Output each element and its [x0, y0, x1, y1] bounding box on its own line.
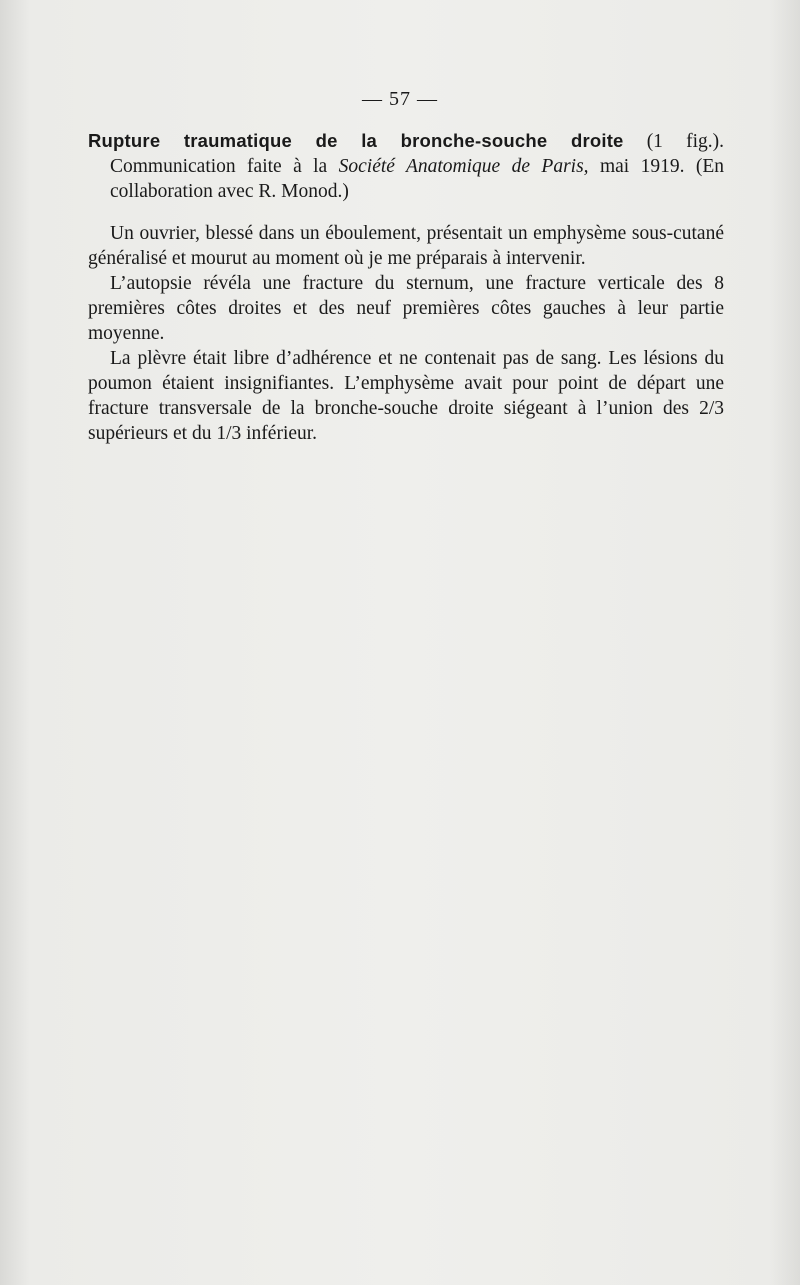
entry-heading: [88, 128, 724, 204]
entry-venue-suffix: mai 1919. (En collaboration avec R. Monod.): [110, 156, 725, 202]
paragraph: La plèvre était libre d’adhérence et ne contenait pas de sang. Les lésions du poumon étaient insignifiantes. L’emphysème avait pour point de départ une fracture transversale de la bronche-souche droite siégeant à l’union des 2/3 supérieurs et du 1/3 inférieur.: [88, 348, 724, 444]
entry-venue: Société Anatomique de Paris,: [338, 156, 589, 177]
entry-body: [88, 221, 724, 446]
paragraph: Un ouvrier, blessé dans un éboulement, présentait un emphysème sous-cutané généralisé et mourut au moment où je me préparais à intervenir.: [88, 223, 724, 269]
entry-title-suffix: (1 fig.). Communication faite à la: [110, 131, 724, 177]
bibliography-entry: [88, 128, 724, 446]
entry-title: Rupture traumatique de la bronche-souche droite: [88, 130, 624, 151]
paragraph: L’autopsie révéla une fracture du sternum, une fracture verticale des 8 premières côtes droites et des neuf premières côtes gauches à leur partie moyenne.: [88, 273, 724, 344]
page-number: — 57 —: [362, 88, 438, 110]
